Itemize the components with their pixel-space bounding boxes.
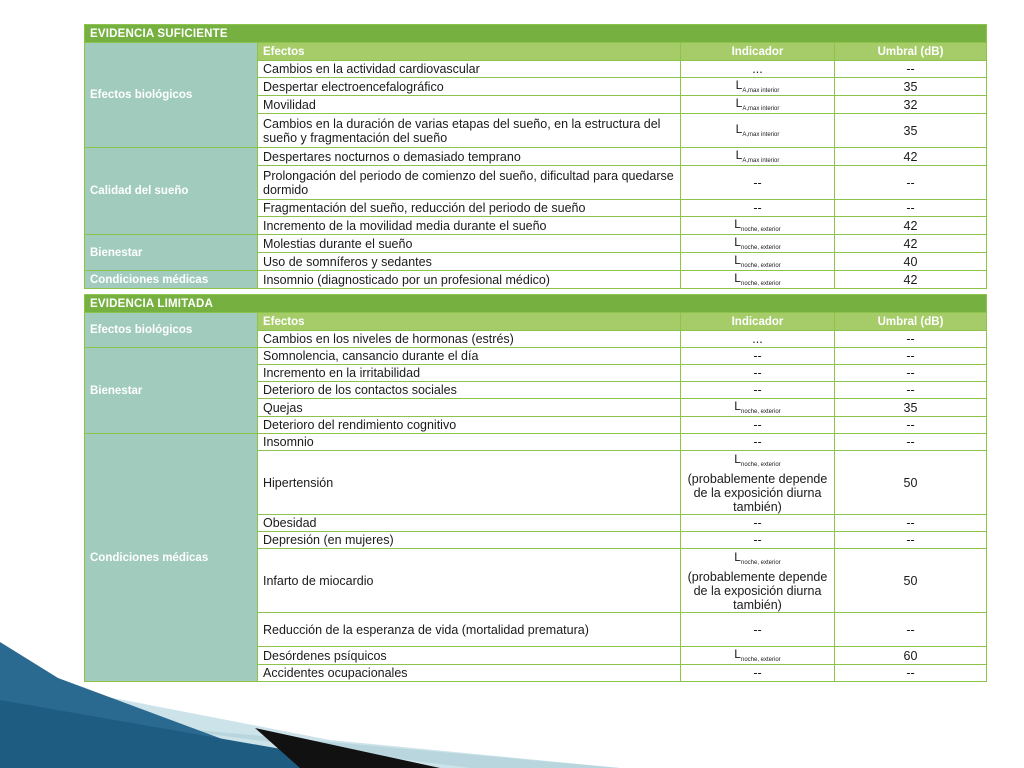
indicator-symbol: L (735, 96, 743, 110)
threshold-cell: -- (835, 331, 987, 348)
threshold-cell: 42 (835, 217, 987, 235)
effect-cell: Accidentes ocupacionales (258, 665, 681, 682)
column-header-row (85, 43, 987, 61)
indicator-cell: -- (681, 665, 835, 682)
effect-cell: Prolongación del periodo de comienzo del sueño, dificultad para quedarse dormido (258, 166, 681, 200)
section-title: EVIDENCIA LIMITADA (85, 295, 987, 313)
category-cell: Condiciones médicas (85, 271, 258, 289)
header-effects: Efectos (258, 313, 681, 331)
indicator-cell (681, 451, 835, 515)
effect-cell: Hipertensión (258, 451, 681, 515)
effect-cell: Depresión (en mujeres) (258, 532, 681, 549)
indicator-note: (probablemente depende de la exposición diurna también) (687, 471, 828, 514)
threshold-cell: 35 (835, 399, 987, 417)
table-row (85, 148, 987, 166)
indicator-cell (681, 235, 835, 253)
indicator-cell (681, 271, 835, 289)
indicator-symbol: L (734, 451, 741, 466)
effect-cell: Insomnio (258, 434, 681, 451)
effect-cell: Fragmentación del sueño, reducción del periodo de sueño (258, 200, 681, 217)
indicator-cell (681, 96, 835, 114)
threshold-cell: 40 (835, 253, 987, 271)
effect-cell: Despertares nocturnos o demasiado temprano (258, 148, 681, 166)
indicator-subscript: A,max interior (742, 106, 780, 112)
header-threshold: Umbral (dB) (835, 313, 987, 331)
indicator-cell (681, 549, 835, 613)
threshold-cell: -- (835, 61, 987, 78)
indicator-cell (681, 253, 835, 271)
threshold-cell: -- (835, 365, 987, 382)
effect-cell: Deterioro del rendimiento cognitivo (258, 417, 681, 434)
indicator-cell: -- (681, 417, 835, 434)
threshold-cell: -- (835, 382, 987, 399)
threshold-cell: 50 (835, 451, 987, 515)
category-cell: Calidad del sueño (85, 148, 258, 235)
section-title: EVIDENCIA SUFICIENTE (85, 25, 987, 43)
header-indicator: Indicador (681, 43, 835, 61)
table-row (85, 235, 987, 253)
threshold-cell: -- (835, 166, 987, 200)
indicator-subscript: noche, exterior (740, 227, 781, 233)
threshold-cell: -- (835, 417, 987, 434)
column-header-row (85, 313, 987, 331)
effect-cell: Desórdenes psíquicos (258, 647, 681, 665)
header-threshold: Umbral (dB) (835, 43, 987, 61)
effect-cell: Cambios en los niveles de hormonas (estrés) (258, 331, 681, 348)
indicator-cell: -- (681, 532, 835, 549)
threshold-cell: 35 (835, 78, 987, 96)
indicator-cell (681, 148, 835, 166)
indicator-cell: -- (681, 613, 835, 647)
table-row (85, 434, 987, 451)
threshold-cell: -- (835, 515, 987, 532)
indicator-subscript: noche, exterior (740, 461, 781, 468)
indicator-symbol: L (734, 253, 741, 267)
indicator-subscript: noche, exterior (740, 263, 781, 269)
indicator-symbol: L (734, 271, 741, 285)
indicator-subscript: noche, exterior (740, 559, 781, 566)
threshold-cell: -- (835, 665, 987, 682)
category-cell: Efectos biológicos (85, 313, 258, 348)
indicator-subscript: A,max interior (742, 88, 780, 94)
evidence-table (84, 24, 987, 682)
category-cell: Bienestar (85, 235, 258, 271)
threshold-cell: -- (835, 200, 987, 217)
effect-cell: Cambios en la actividad cardiovascular (258, 61, 681, 78)
indicator-symbol: L (735, 148, 743, 162)
effect-cell: Despertar electroencefalográfico (258, 78, 681, 96)
effect-cell: Incremento en la irritabilidad (258, 365, 681, 382)
category-cell: Bienestar (85, 348, 258, 434)
indicator-symbol: L (734, 647, 741, 661)
threshold-cell: 32 (835, 96, 987, 114)
indicator-symbol: L (734, 399, 741, 413)
threshold-cell: 42 (835, 235, 987, 253)
header-indicator: Indicador (681, 313, 835, 331)
effect-cell: Incremento de la movilidad media durante el sueño (258, 217, 681, 235)
threshold-cell: 50 (835, 549, 987, 613)
table-row (85, 348, 987, 365)
effect-cell: Movilidad (258, 96, 681, 114)
effect-cell: Obesidad (258, 515, 681, 532)
category-cell: Condiciones médicas (85, 434, 258, 682)
indicator-subscript: noche, exterior (740, 245, 781, 251)
indicator-symbol: L (734, 549, 741, 564)
threshold-cell: -- (835, 613, 987, 647)
indicator-symbol: L (734, 217, 741, 231)
table-row (85, 271, 987, 289)
threshold-cell: 35 (835, 114, 987, 148)
effect-cell: Reducción de la esperanza de vida (mortalidad prematura) (258, 613, 681, 647)
threshold-cell: -- (835, 434, 987, 451)
noise-effects-tables (84, 24, 986, 682)
indicator-cell: -- (681, 434, 835, 451)
indicator-cell: -- (681, 365, 835, 382)
indicator-subscript: noche, exterior (740, 281, 781, 287)
effect-cell: Quejas (258, 399, 681, 417)
section-row (85, 25, 987, 43)
indicator-subscript: noche, exterior (740, 409, 781, 415)
threshold-cell: -- (835, 348, 987, 365)
threshold-cell: 60 (835, 647, 987, 665)
threshold-cell: 42 (835, 148, 987, 166)
indicator-cell (681, 217, 835, 235)
header-effects: Efectos (258, 43, 681, 61)
effect-cell: Infarto de miocardio (258, 549, 681, 613)
indicator-cell: -- (681, 348, 835, 365)
indicator-cell: -- (681, 515, 835, 532)
indicator-cell: -- (681, 200, 835, 217)
indicator-cell: -- (681, 166, 835, 200)
effect-cell: Insomnio (diagnosticado por un profesional médico) (258, 271, 681, 289)
indicator-symbol: L (735, 122, 743, 136)
section-row (85, 295, 987, 313)
indicator-cell: -- (681, 382, 835, 399)
threshold-cell: -- (835, 532, 987, 549)
effect-cell: Molestias durante el sueño (258, 235, 681, 253)
indicator-symbol: L (734, 235, 741, 249)
indicator-cell (681, 399, 835, 417)
indicator-cell: ... (681, 331, 835, 348)
indicator-subscript: A,max interior (742, 158, 780, 164)
indicator-cell (681, 78, 835, 96)
threshold-cell: 42 (835, 271, 987, 289)
indicator-subscript: noche, exterior (740, 657, 781, 663)
indicator-cell (681, 114, 835, 148)
indicator-note: (probablemente depende de la exposición diurna también) (687, 569, 828, 612)
effect-cell: Deterioro de los contactos sociales (258, 382, 681, 399)
effect-cell: Somnolencia, cansancio durante el día (258, 348, 681, 365)
effect-cell: Cambios en la duración de varias etapas del sueño, en la estructura del sueño y fragmentación del sueño (258, 114, 681, 148)
category-cell: Efectos biológicos (85, 43, 258, 148)
indicator-subscript: A,max interior (742, 132, 780, 138)
indicator-cell: ... (681, 61, 835, 78)
effect-cell: Uso de somníferos y sedantes (258, 253, 681, 271)
indicator-cell (681, 647, 835, 665)
indicator-symbol: L (735, 78, 743, 92)
